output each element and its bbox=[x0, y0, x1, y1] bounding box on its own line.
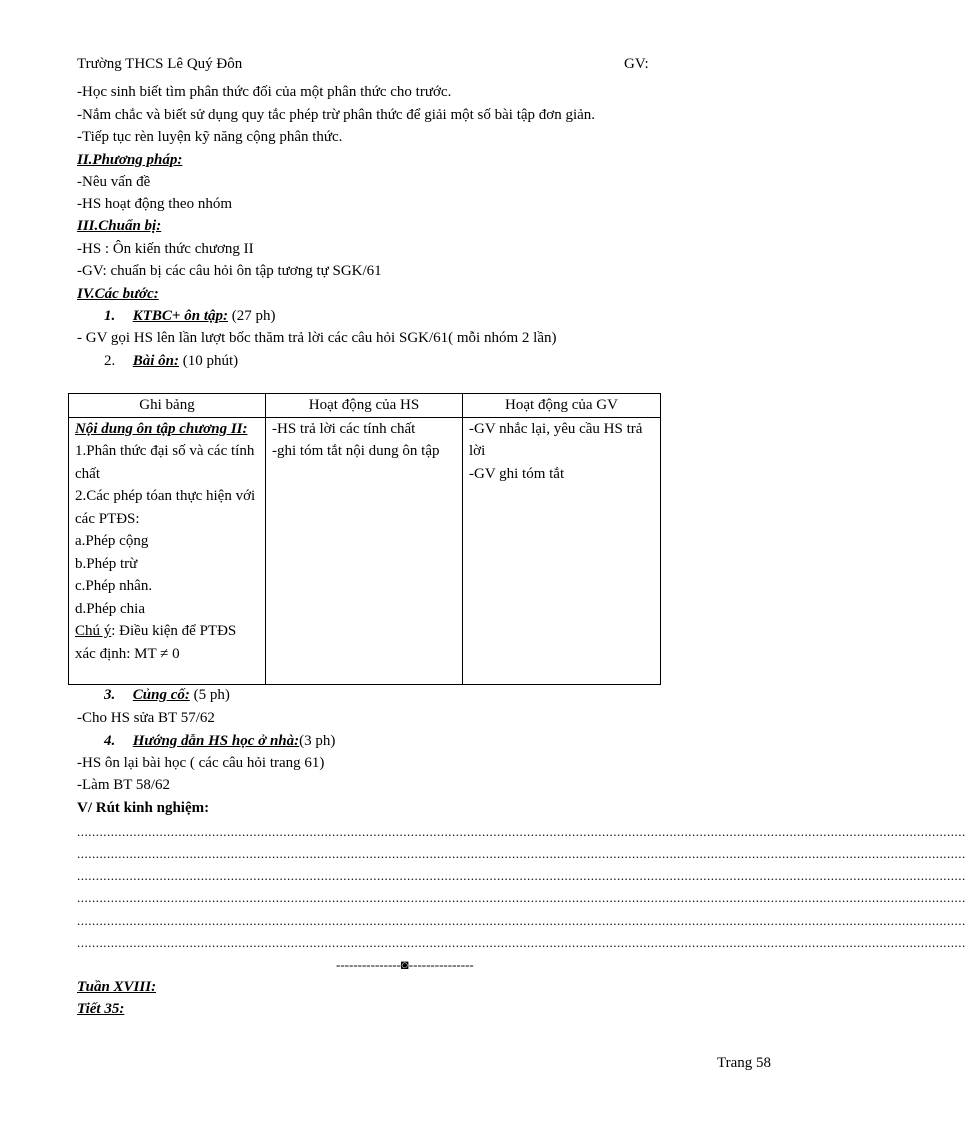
step-2 bbox=[104, 350, 238, 372]
teacher-label: GV: bbox=[624, 56, 649, 72]
header-teacher-activity: Hoạt động của GV bbox=[463, 394, 661, 418]
section-4-heading: IV.Các bước: bbox=[77, 286, 159, 302]
step-4 bbox=[104, 730, 335, 752]
homework-item-1: -HS ôn lại bài học ( các câu hỏi trang 61) bbox=[77, 755, 325, 771]
board-cell bbox=[69, 417, 266, 684]
student-line: -ghi tóm tắt nội dung ôn tập bbox=[272, 443, 440, 459]
step-1-title: KTBC+ ôn tập: bbox=[132, 308, 228, 324]
board-line: c.Phép nhân. bbox=[75, 578, 153, 594]
board-note bbox=[75, 620, 259, 665]
board-line: a.Phép cộng bbox=[75, 533, 149, 549]
table-header-row bbox=[69, 394, 661, 418]
step-4-time: (3 ph) bbox=[299, 733, 336, 749]
objective-2: -Nắm chắc và biết sử dụng quy tắc phép trừ phân thức để giải một số bài tập đơn giản. bbox=[77, 107, 596, 123]
notes-line: ............................................................................................................................................................................................................................................. bbox=[77, 868, 966, 883]
student-cell bbox=[266, 417, 463, 684]
section-5-heading: V/ Rút kinh nghiệm: bbox=[77, 800, 210, 816]
step-4-number: 4. bbox=[104, 733, 116, 749]
notes-line: ............................................................................................................................................................................................................................................. bbox=[77, 935, 966, 950]
section-2-heading: II.Phương pháp: bbox=[77, 152, 183, 168]
student-line: -HS trả lời các tính chất bbox=[272, 420, 416, 437]
note-text: : Điều kiện để PTĐS xác định: MT ≠ 0 bbox=[75, 623, 237, 662]
teacher-cell bbox=[463, 417, 661, 684]
board-line: b.Phép trừ bbox=[75, 555, 138, 572]
school-name: Trường THCS Lê Quý Đôn bbox=[77, 56, 243, 72]
notes-line: ............................................................................................................................................................................................................................................. bbox=[77, 890, 966, 905]
section-3-heading: III.Chuẩn bị: bbox=[77, 218, 162, 234]
step-1-time: (27 ph) bbox=[227, 308, 276, 324]
step-1 bbox=[104, 305, 275, 327]
header-student-activity: Hoạt động của HS bbox=[266, 394, 463, 418]
method-item-1: -Nêu vấn đề bbox=[77, 174, 151, 190]
board-line: 2.Các phép tóan thực hiện với các PTĐS: bbox=[75, 488, 256, 527]
step-2-number: 2. bbox=[104, 353, 116, 369]
board-line: d.Phép chia bbox=[75, 600, 145, 617]
step-1-text: - GV gọi HS lên lần lượt bốc thăm trả lời các câu hỏi SGK/61( mỗi nhóm 2 lần) bbox=[77, 330, 557, 346]
step-3-number: 3. bbox=[104, 687, 116, 703]
objective-1: -Học sinh biết tìm phân thức đối của một phân thức cho trước. bbox=[77, 84, 452, 100]
objective-3: -Tiếp tục rèn luyện kỹ năng cộng phân thức. bbox=[77, 129, 343, 145]
section-separator: ---------------◙--------------- bbox=[336, 957, 474, 972]
step-3-text: -Cho HS sửa BT 57/62 bbox=[77, 710, 215, 726]
note-label: Chú ý bbox=[75, 623, 112, 639]
step-3-time: (5 ph) bbox=[189, 687, 230, 703]
step-3-title: Củng cố: bbox=[132, 687, 190, 703]
lesson-label: Tiết 35: bbox=[77, 1001, 125, 1017]
prep-item-2: -GV: chuẩn bị các câu hỏi ôn tập tương tự SGK/61 bbox=[77, 263, 382, 279]
board-line: 1.Phân thức đại số và các tính chất bbox=[75, 443, 255, 482]
prep-item-1: -HS : Ôn kiến thức chương II bbox=[77, 241, 254, 257]
teacher-line: -GV ghi tóm tắt bbox=[469, 465, 565, 482]
method-item-2: -HS hoạt động theo nhóm bbox=[77, 196, 232, 212]
week-label: Tuần XVIII: bbox=[77, 979, 157, 995]
notes-line: ............................................................................................................................................................................................................................................. bbox=[77, 913, 966, 928]
homework-item-2: -Làm BT 58/62 bbox=[77, 777, 171, 793]
step-2-title: Bài ôn: bbox=[132, 353, 180, 369]
lesson-table bbox=[68, 393, 661, 685]
step-4-title: Hướng dẫn HS học ở nhà: bbox=[132, 733, 300, 749]
notes-line: ............................................................................................................................................................................................................................................. bbox=[77, 824, 966, 839]
board-title: Nội dung ôn tập chương II: bbox=[75, 420, 248, 437]
notes-line: ............................................................................................................................................................................................................................................. bbox=[77, 846, 966, 861]
table-row bbox=[69, 417, 661, 684]
step-2-time: (10 phút) bbox=[179, 353, 239, 369]
step-1-number: 1. bbox=[104, 308, 116, 324]
page-number: Trang 58 bbox=[717, 1055, 772, 1071]
teacher-line: -GV nhắc lại, yêu cầu HS trả lời bbox=[469, 420, 643, 459]
step-3 bbox=[104, 684, 230, 706]
header-board: Ghi bảng bbox=[69, 394, 266, 418]
